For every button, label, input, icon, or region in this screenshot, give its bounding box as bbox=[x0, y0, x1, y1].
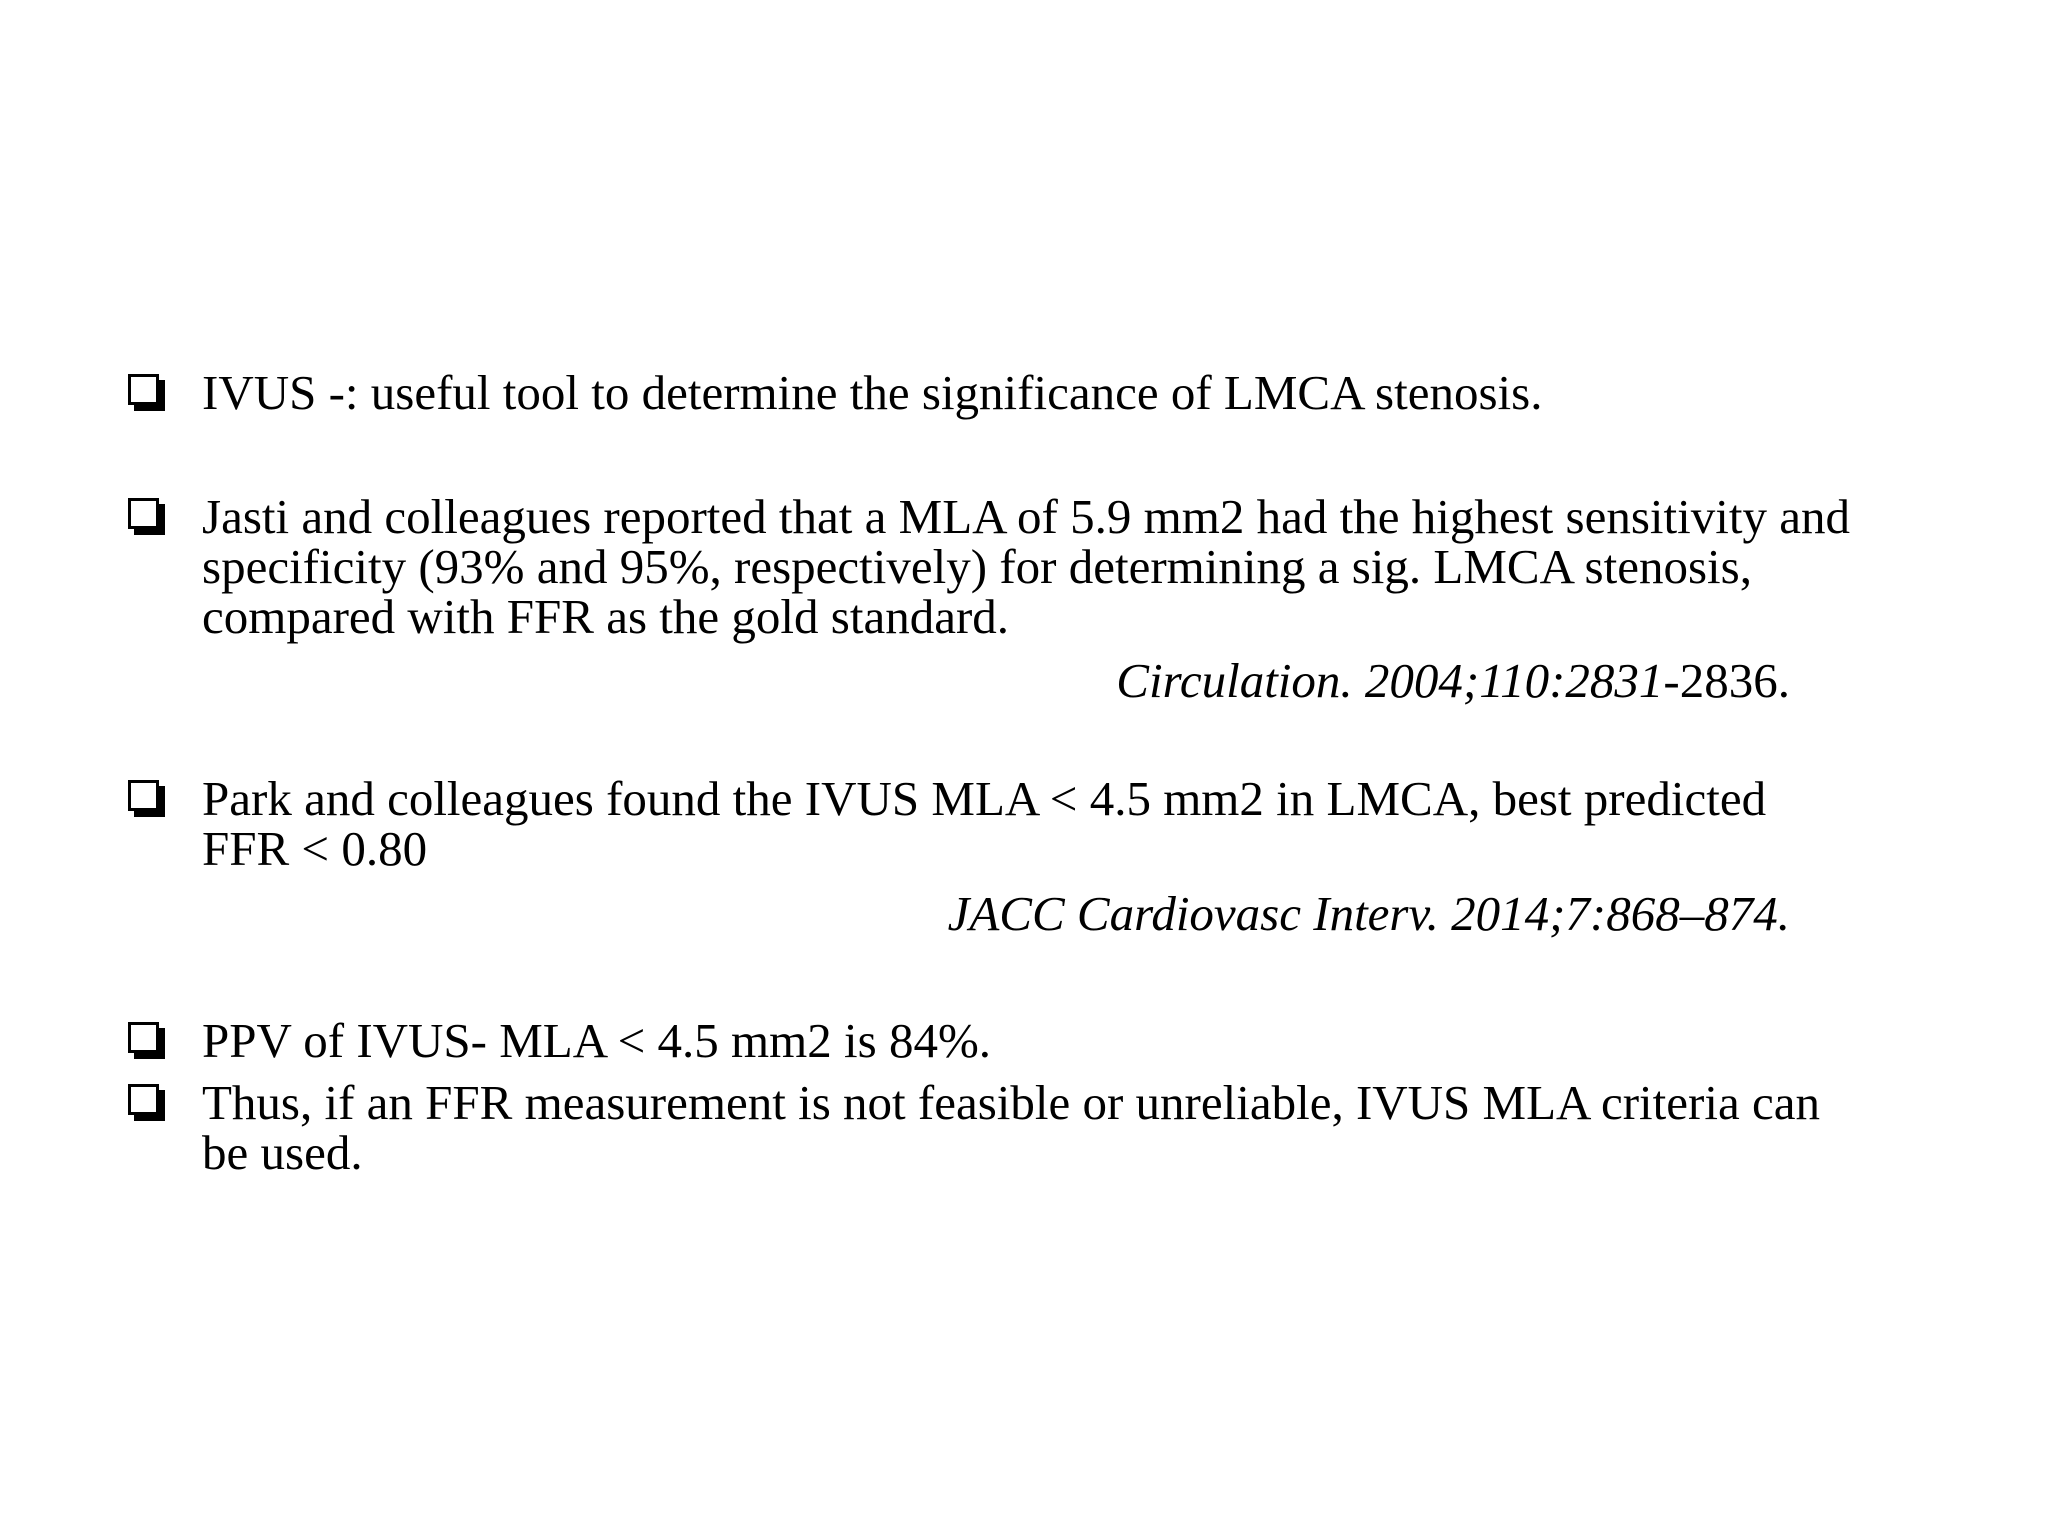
bullet-3-line-1: Park and colleagues found the IVUS MLA < 4.5 mm2 in LMCA, best predicted bbox=[202, 771, 1767, 826]
bullet-1-line-1: IVUS -: useful tool to determine the significance of LMCA stenosis. bbox=[202, 365, 1543, 420]
bullet-5-line-2: be used. bbox=[202, 1125, 363, 1180]
bullet-2-line-2: specificity (93% and 95%, respectively) for determining a sig. LMCA stenosis, bbox=[202, 539, 1752, 594]
citation-journal: Circulation. 2004;110:2831 bbox=[1116, 653, 1664, 708]
checkbox-bullet-icon bbox=[128, 1022, 159, 1053]
checkbox-bullet-icon bbox=[128, 498, 159, 529]
bullet-2-line-1: Jasti and colleagues reported that a MLA of 5.9 mm2 had the highest sensitivity and bbox=[202, 489, 1850, 544]
bullet-2-line-3: compared with FFR as the gold standard. bbox=[202, 589, 1010, 644]
citation-journal: JACC Cardiovasc Interv. 2014;7:868–874. bbox=[947, 886, 1790, 941]
checkbox-bullet-icon bbox=[128, 1084, 159, 1115]
bullet-3-text bbox=[202, 771, 2002, 876]
bullet-2-citation bbox=[1116, 653, 1790, 708]
checkbox-bullet-icon bbox=[128, 780, 159, 811]
bullet-2-text bbox=[202, 489, 2002, 644]
bullet-4-line-1: PPV of IVUS- MLA < 4.5 mm2 is 84%. bbox=[202, 1013, 992, 1068]
bullet-5-line-1: Thus, if an FFR measurement is not feasible or unreliable, IVUS MLA criteria can bbox=[202, 1075, 1820, 1130]
checkbox-bullet-icon bbox=[128, 374, 159, 405]
bullet-4-text bbox=[202, 1013, 2002, 1068]
bullet-5-text bbox=[202, 1075, 2002, 1180]
citation-pages: -2836. bbox=[1663, 653, 1790, 708]
bullet-1-text bbox=[202, 365, 2002, 420]
bullet-3-line-2: FFR < 0.80 bbox=[202, 821, 428, 876]
bullet-3-citation bbox=[947, 886, 1790, 941]
